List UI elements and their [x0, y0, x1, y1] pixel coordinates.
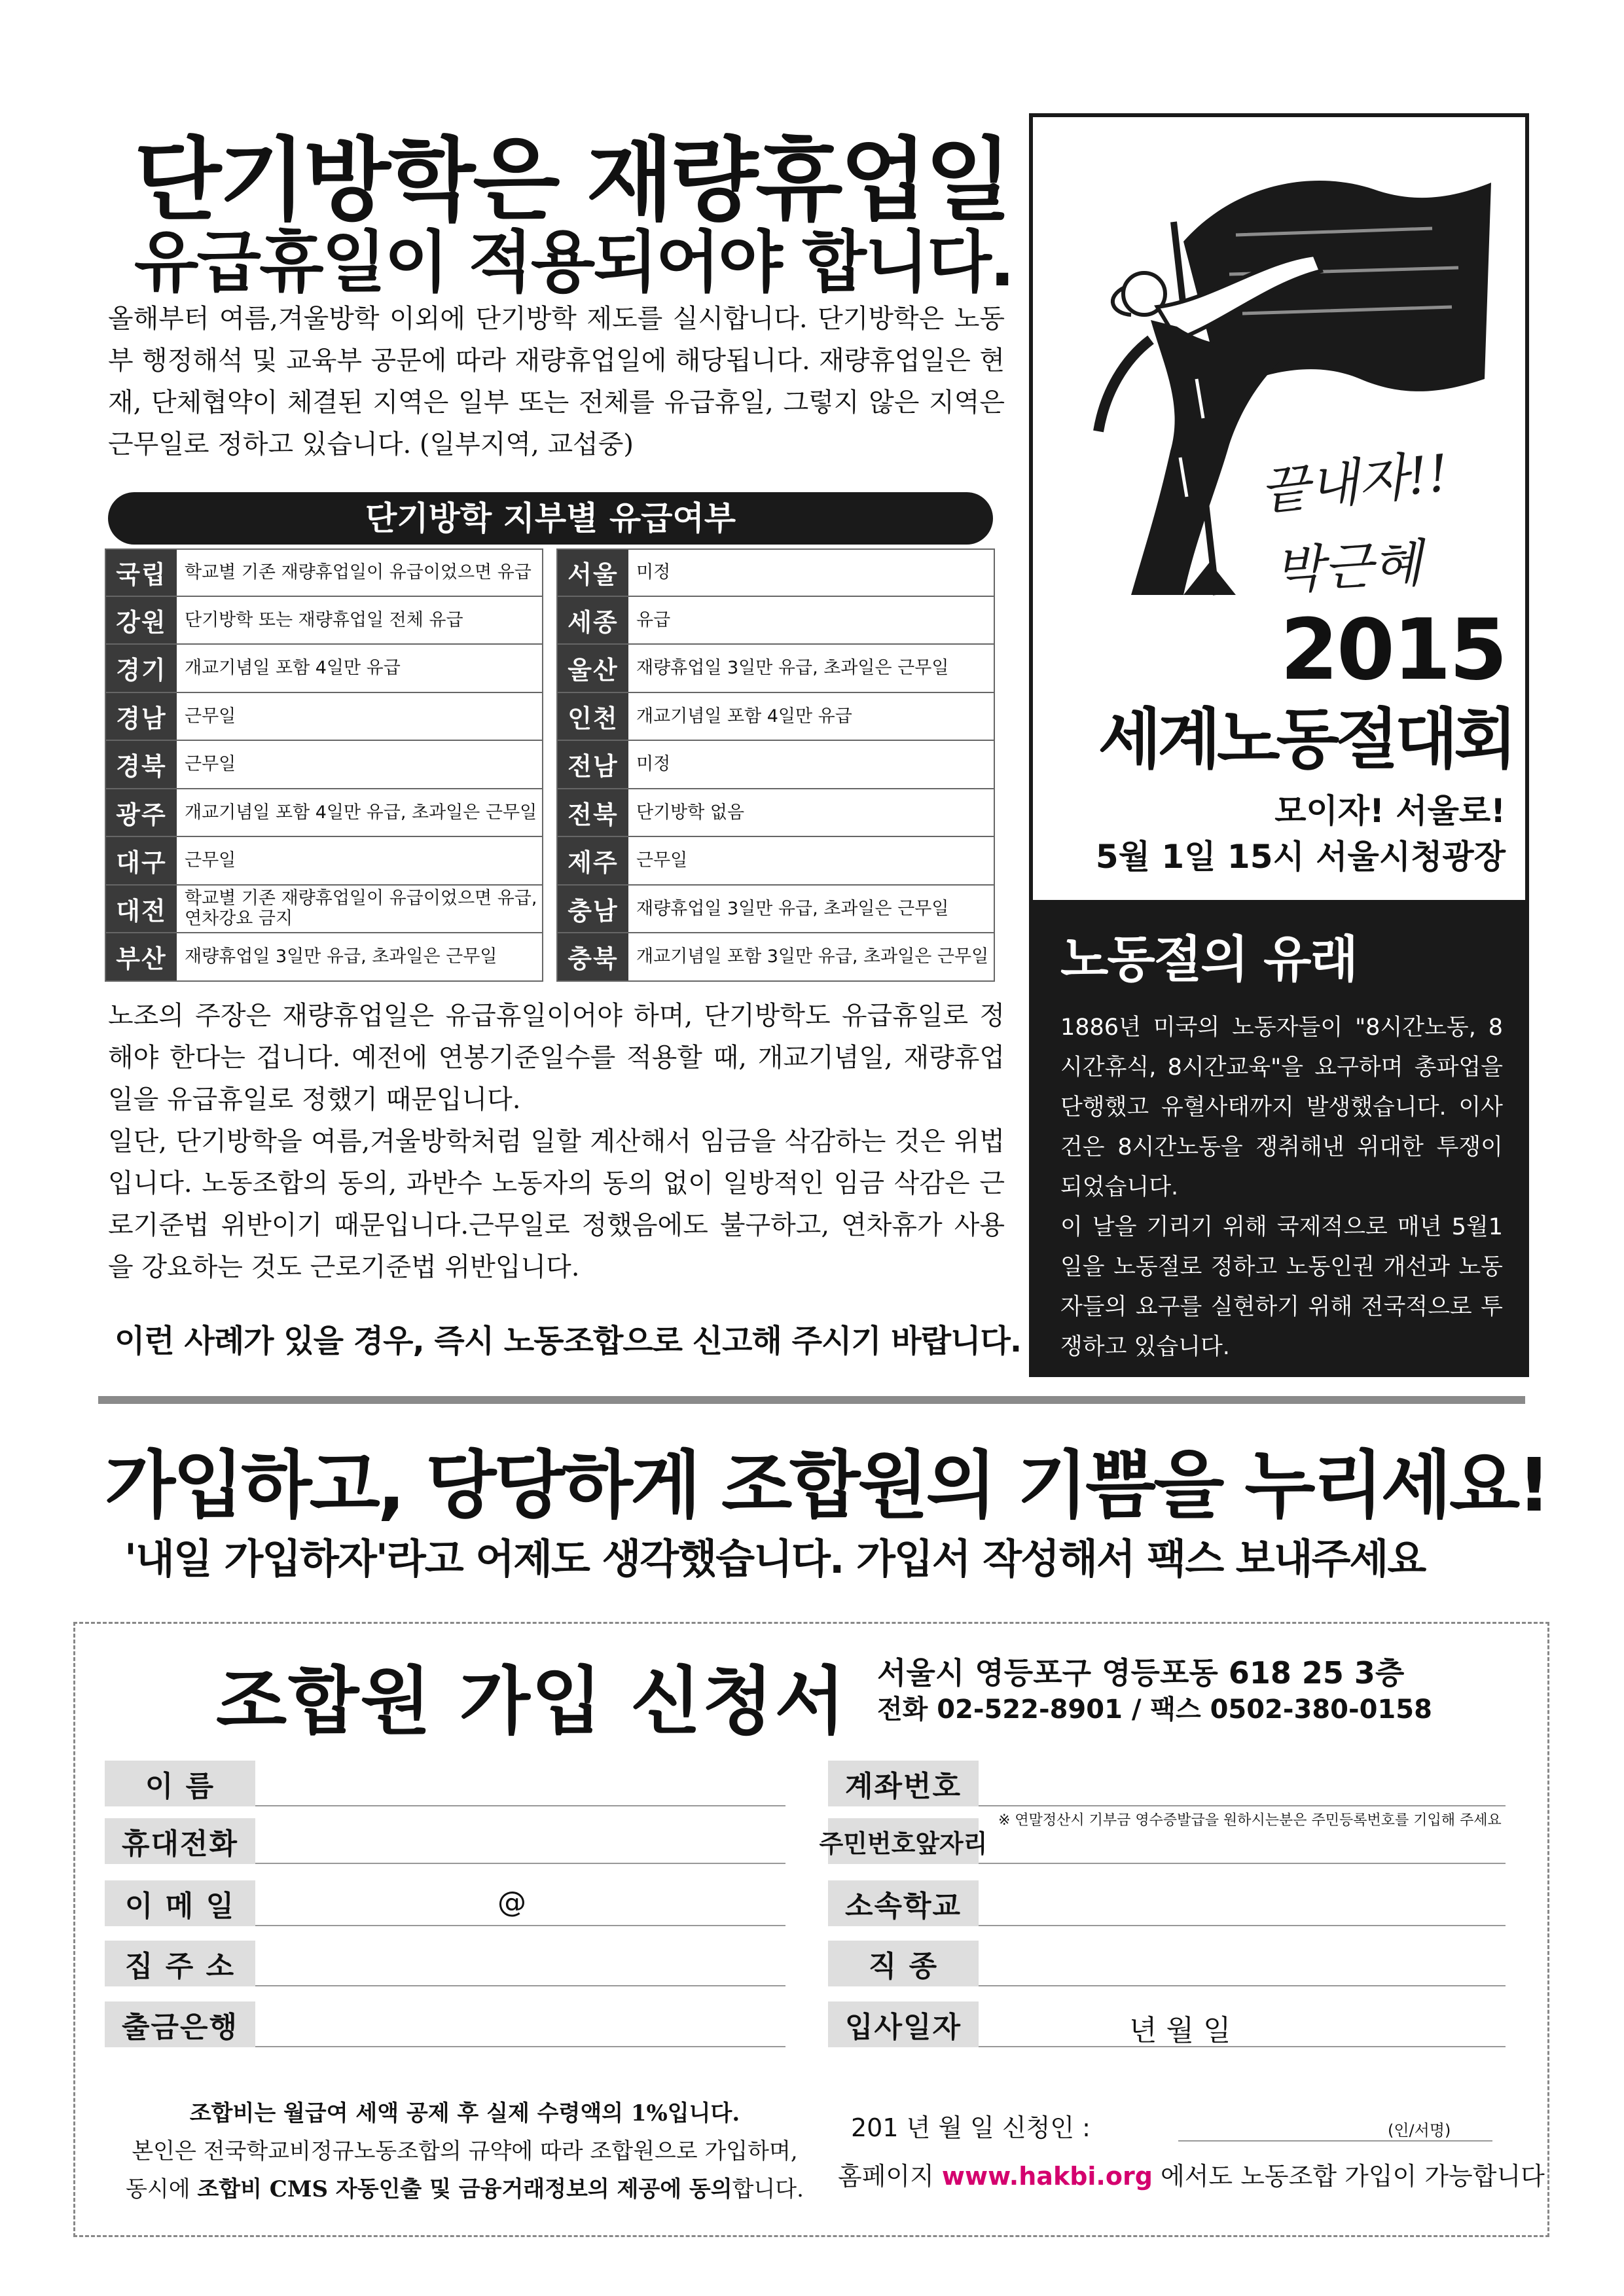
form-field-label: 소속학교 [828, 1880, 979, 1926]
origin-text [1060, 1008, 1503, 1367]
region-name: 경북 [106, 741, 177, 788]
form-field-label: 계좌번호 [828, 1761, 979, 1806]
form-field-row[interactable] [105, 1812, 785, 1864]
region-status: 단기방학 없음 [636, 802, 745, 823]
region-row [105, 548, 543, 597]
region-row [105, 693, 543, 742]
region-row [556, 837, 995, 886]
form-field-row[interactable] [828, 1874, 1506, 1926]
form-field-row[interactable] [828, 1995, 1506, 2047]
join-subtitle: '내일 가입하자'라고 어제도 생각했습니다. 가입서 작성해서 팩스 보내주세요 [124, 1535, 1426, 1583]
region-status: 개교기념일 포함 4일만 유급, 초과일은 근무일 [185, 802, 537, 823]
body-paragraphs [108, 995, 1005, 1288]
union-contact: 전화 02-522-8901 / 팩스 0502-380-0158 [877, 1695, 1432, 1725]
body-paragraph-2: 일단, 단기방학을 여름,겨울방학처럼 일할 계산해서 임금을 삭감하는 것은 위법입니다. 노동조합의 동의, 과반수 노동자의 동의 없이 일방적인 임금 삭감은 근로기준법 위반이기 때문입니다.근무일로 정했음에도 불구하고, 연차휴가 사용을 강요하는 것도 근로기준법 위반입니다. [108, 1126, 1005, 1282]
region-status: 학교별 기존 재량휴업일이 유급이었으면 유급 [185, 562, 532, 583]
section-divider [98, 1396, 1525, 1404]
region-status: 단기방학 또는 재량휴업일 전체 유급 [185, 609, 463, 630]
region-name: 국립 [106, 550, 177, 596]
fee-consent-text [105, 2094, 825, 2208]
region-row [105, 597, 543, 645]
region-name: 충북 [558, 933, 628, 980]
consent-line-1: 본인은 전국학교비정규노동조합의 규약에 따라 조합원으로 가입하며, [132, 2138, 798, 2164]
poster-event-title: 세계노동절대회 [1098, 701, 1513, 778]
signature-line[interactable] [1178, 2140, 1492, 2142]
region-status: 미정 [636, 562, 671, 583]
form-field-label: 집 주 소 [105, 1941, 255, 1986]
region-table [105, 548, 995, 982]
region-status: 근무일 [185, 706, 236, 726]
region-status: 개교기념일 포함 4일만 유급 [185, 658, 401, 679]
region-status: 개교기념일 포함 4일만 유급 [636, 706, 852, 726]
signature-label: (인/서명) [1388, 2121, 1451, 2140]
region-name: 경남 [106, 693, 177, 740]
region-name: 서울 [558, 550, 628, 596]
region-status: 근무일 [185, 754, 236, 775]
form-field-label: 입사일자 [828, 2001, 979, 2047]
region-status: 유급 [636, 609, 671, 630]
form-title: 조합원 가입 신청서 [216, 1659, 847, 1744]
region-name: 대구 [106, 837, 177, 884]
region-name: 전북 [558, 789, 628, 836]
form-field-value[interactable]: @ [497, 1886, 526, 1919]
homepage-link[interactable]: www.hakbi.org [941, 2162, 1153, 2191]
table-title: 단기방학 지부별 유급여부 [108, 492, 993, 545]
region-row [556, 886, 995, 934]
origin-title: 노동절의 유래 [1060, 930, 1357, 988]
region-row [556, 741, 995, 789]
headline-line-2: 유급휴일이 적용되어야 합니다. [134, 224, 1013, 302]
join-title: 가입하고, 당당하게 조합원의 기쁨을 누리세요! [105, 1443, 1549, 1528]
poster-slogan: 모이자! 서울로! [1274, 792, 1506, 830]
region-status: 개교기념일 포함 3일만 유급, 초과일은 근무일 [636, 946, 989, 967]
origin-paragraph-2: 이 날을 기리기 위해 국제적으로 매년 5월1일을 노동절로 정하고 노동인권 개선과 노동자들의 요구를 실현하기 위해 전국적으로 투쟁하고 있습니다. [1060, 1214, 1503, 1360]
form-field-row[interactable] [105, 1754, 785, 1806]
mayday-origin-box [1029, 904, 1529, 1377]
region-row [556, 789, 995, 838]
region-name: 인천 [558, 693, 628, 740]
region-status: 재량휴업일 3일만 유급, 초과일은 근무일 [636, 898, 949, 919]
region-name: 세종 [558, 597, 628, 644]
region-row [105, 741, 543, 789]
region-name: 경기 [106, 645, 177, 692]
form-field-label: 주민번호앞자리 [828, 1818, 979, 1864]
form-field-row[interactable] [828, 1754, 1506, 1806]
region-status: 미정 [636, 754, 671, 775]
poster-handwriting-1: 끝내자!! [1257, 444, 1452, 522]
region-name: 제주 [558, 837, 628, 884]
region-status: 학교별 기존 재량휴업일이 유급이었으면 유급, 연차강요 금지 [185, 888, 537, 929]
form-field-row[interactable] [828, 1934, 1506, 1986]
region-status: 근무일 [185, 850, 236, 871]
region-row [105, 789, 543, 838]
apply-date-line: 201 년 월 일 신청인 : [851, 2113, 1091, 2142]
region-name: 광주 [106, 789, 177, 836]
region-column-right [556, 548, 995, 982]
form-field-label: 이 름 [105, 1761, 255, 1806]
form-field-row[interactable] [105, 1995, 785, 2047]
ssn-note: ※ 연말정산시 기부금 영수증발급을 원하시는분은 주민등록번호를 기입해 주세요 [998, 1812, 1502, 1829]
region-name: 충남 [558, 886, 628, 933]
region-name: 전남 [558, 741, 628, 788]
region-row [556, 645, 995, 693]
form-field-label: 직 종 [828, 1941, 979, 1986]
form-field-row[interactable] [105, 1934, 785, 1986]
region-name: 울산 [558, 645, 628, 692]
region-row [556, 548, 995, 597]
region-status: 재량휴업일 3일만 유급, 초과일은 근무일 [185, 946, 497, 967]
region-row [105, 933, 543, 982]
consent-line-2: 동시에 조합비 CMS 자동인출 및 금융거래정보의 제공에 동의합니다. [126, 2176, 804, 2202]
form-field-label: 출금은행 [105, 2001, 255, 2047]
form-field-value[interactable]: 년 월 일 [1129, 2014, 1231, 2047]
poster-year: 2015 [1280, 601, 1506, 699]
region-column-left [105, 548, 543, 982]
region-row [556, 597, 995, 645]
region-row [556, 693, 995, 742]
poster-date-place: 5월 1일 15시 서울시청광장 [1095, 838, 1506, 876]
headline-line-1: 단기방학은 재량휴업일 [134, 128, 1010, 233]
union-address: 서울시 영등포구 영등포동 618 25 3층 [877, 1655, 1405, 1691]
form-field-label: 이 메 일 [105, 1880, 255, 1926]
region-row [556, 933, 995, 982]
region-row [105, 837, 543, 886]
region-status: 재량휴업일 3일만 유급, 초과일은 근무일 [636, 658, 949, 679]
form-field-label: 휴대전화 [105, 1818, 255, 1864]
region-name: 대전 [106, 886, 177, 933]
region-row [105, 645, 543, 693]
flag-figure-icon [1066, 143, 1498, 601]
intro-paragraph: 올해부터 여름,겨울방학 이외에 단기방학 제도를 실시합니다. 단기방학은 노동부 행정해석 및 교육부 공문에 따라 재량휴업일에 해당됩니다. 재량휴업일은 현재, 단체협약이 체결된 지역은 일부 또는 전체를 유급휴일, 그렇지 않은 지역은 근무일로 정하고 있습니다. (일부지역, 교섭중) [108, 304, 1005, 459]
region-name: 강원 [106, 597, 177, 644]
fee-line: 조합비는 월급여 세액 공제 후 실제 수령액의 1%입니다. [189, 2100, 740, 2126]
poster-handwriting-2: 박근혜 [1272, 534, 1424, 601]
region-name: 부산 [106, 933, 177, 980]
region-status: 근무일 [636, 850, 688, 871]
region-row [105, 886, 543, 934]
origin-paragraph-1: 1886년 미국의 노동자들이 "8시간노동, 8시간휴식, 8시간교육"을 요구하며 총파업을 단행했고 유혈사태까지 발생했습니다. 이사건은 8시간노동을 쟁취해낸 위대한 투쟁이 되었습니다. [1060, 1014, 1503, 1200]
form-field-row[interactable] [105, 1874, 785, 1926]
mayday-poster [1029, 113, 1529, 904]
homepage-line: 홈페이지 www.hakbi.org 에서도 노동조합 가입이 가능합니다 [838, 2162, 1545, 2191]
body-paragraph-1: 노조의 주장은 재량휴업일은 유급휴일이어야 하며, 단기방학도 유급휴일로 정해야 한다는 겁니다. 예전에 연봉기준일수를 적용할 때, 개교기념일, 재량휴업일을 유급휴일로 정했기 때문입니다. [108, 1001, 1005, 1115]
report-notice: 이런 사례가 있을 경우, 즉시 노동조합으로 신고해 주시기 바랍니다. [115, 1323, 1022, 1359]
